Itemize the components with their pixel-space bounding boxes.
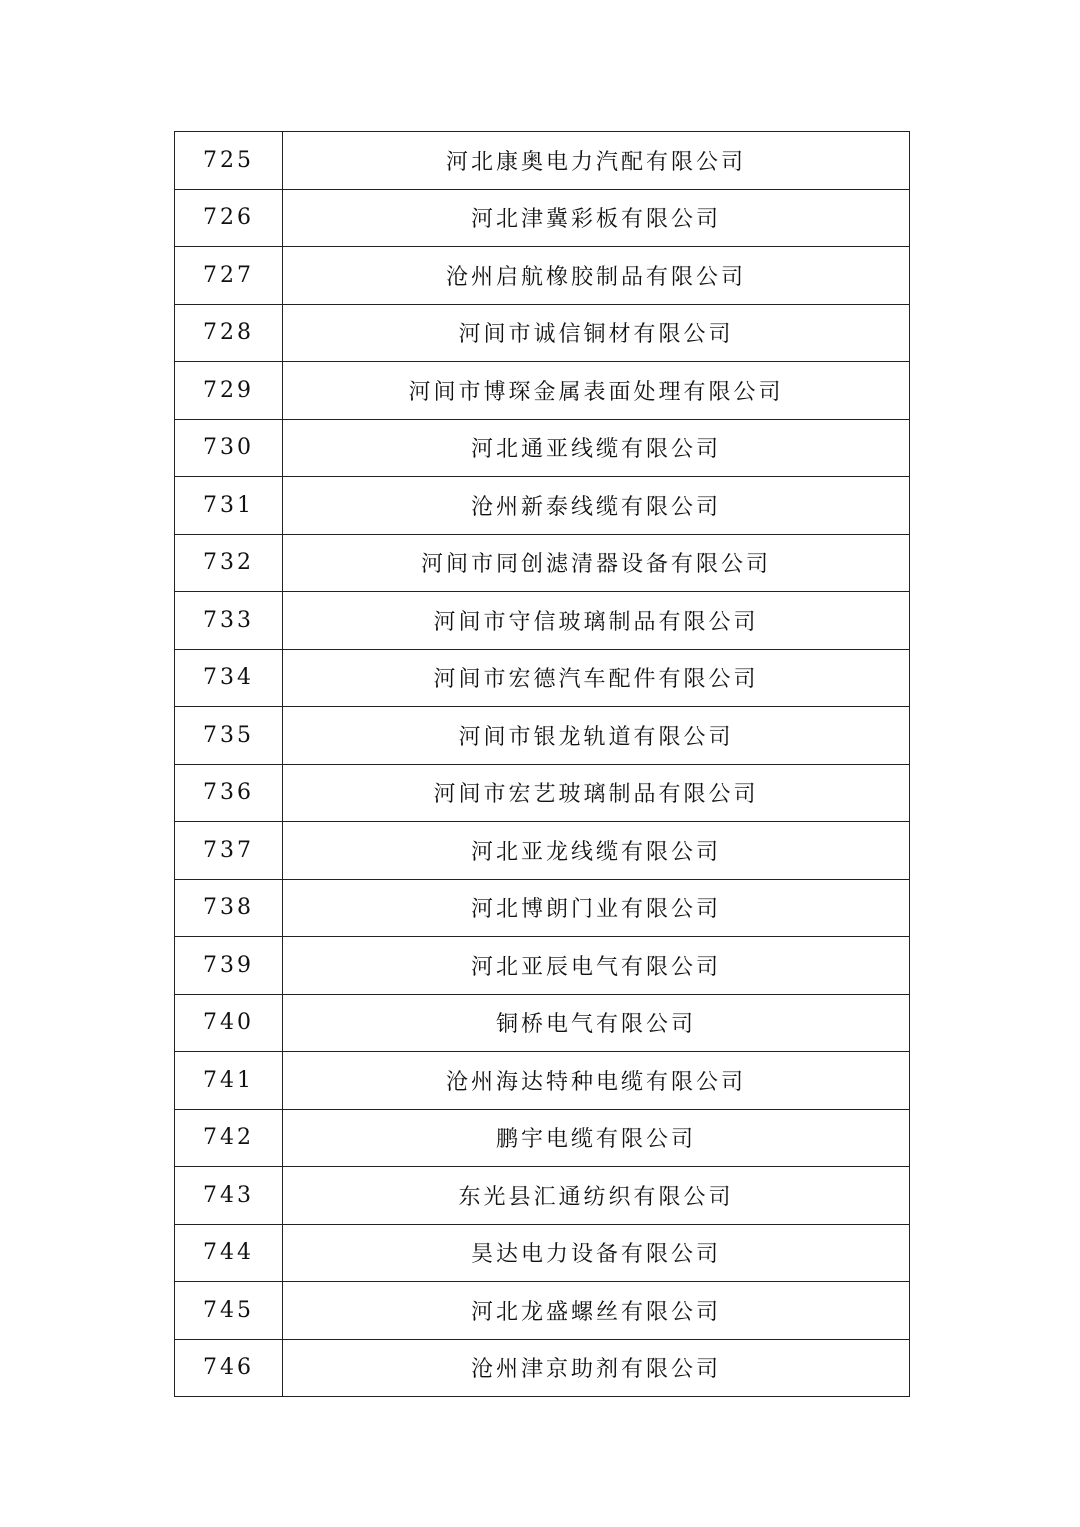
company-name: 沧州启航橡胶制品有限公司 bbox=[283, 247, 910, 305]
company-name: 河北康奥电力汽配有限公司 bbox=[283, 132, 910, 190]
table-row bbox=[175, 1339, 910, 1397]
row-number: 732 bbox=[175, 534, 283, 592]
row-number: 728 bbox=[175, 304, 283, 362]
row-number: 725 bbox=[175, 132, 283, 190]
table-body bbox=[175, 132, 910, 1397]
company-list-table bbox=[174, 131, 910, 1397]
row-number: 744 bbox=[175, 1224, 283, 1282]
row-number: 746 bbox=[175, 1339, 283, 1397]
company-name: 沧州津京助剂有限公司 bbox=[283, 1339, 910, 1397]
row-number: 734 bbox=[175, 649, 283, 707]
row-number: 740 bbox=[175, 994, 283, 1052]
table-row bbox=[175, 649, 910, 707]
document-page bbox=[174, 131, 910, 1397]
table-row bbox=[175, 937, 910, 995]
table-row bbox=[175, 304, 910, 362]
row-number: 729 bbox=[175, 362, 283, 420]
table-row bbox=[175, 1282, 910, 1340]
table-row bbox=[175, 707, 910, 765]
row-number: 741 bbox=[175, 1052, 283, 1110]
table-row bbox=[175, 822, 910, 880]
table-row bbox=[175, 1224, 910, 1282]
table-row bbox=[175, 1167, 910, 1225]
company-name: 鹏宇电缆有限公司 bbox=[283, 1109, 910, 1167]
table-row bbox=[175, 764, 910, 822]
row-number: 730 bbox=[175, 419, 283, 477]
row-number: 737 bbox=[175, 822, 283, 880]
company-name: 河北亚辰电气有限公司 bbox=[283, 937, 910, 995]
table-row bbox=[175, 1109, 910, 1167]
company-name: 东光县汇通纺织有限公司 bbox=[283, 1167, 910, 1225]
company-name: 河北津冀彩板有限公司 bbox=[283, 189, 910, 247]
company-name: 河北亚龙线缆有限公司 bbox=[283, 822, 910, 880]
row-number: 731 bbox=[175, 477, 283, 535]
company-name: 昊达电力设备有限公司 bbox=[283, 1224, 910, 1282]
table-row bbox=[175, 534, 910, 592]
company-name: 沧州新泰线缆有限公司 bbox=[283, 477, 910, 535]
row-number: 736 bbox=[175, 764, 283, 822]
company-name: 铜桥电气有限公司 bbox=[283, 994, 910, 1052]
table-row bbox=[175, 362, 910, 420]
company-name: 河间市银龙轨道有限公司 bbox=[283, 707, 910, 765]
table-row bbox=[175, 592, 910, 650]
company-name: 河北龙盛螺丝有限公司 bbox=[283, 1282, 910, 1340]
row-number: 743 bbox=[175, 1167, 283, 1225]
company-name: 河北通亚线缆有限公司 bbox=[283, 419, 910, 477]
company-name: 河间市博琛金属表面处理有限公司 bbox=[283, 362, 910, 420]
row-number: 739 bbox=[175, 937, 283, 995]
row-number: 727 bbox=[175, 247, 283, 305]
company-name: 河间市守信玻璃制品有限公司 bbox=[283, 592, 910, 650]
company-name: 沧州海达特种电缆有限公司 bbox=[283, 1052, 910, 1110]
company-name: 河间市宏艺玻璃制品有限公司 bbox=[283, 764, 910, 822]
row-number: 738 bbox=[175, 879, 283, 937]
table-row bbox=[175, 1052, 910, 1110]
company-name: 河间市宏德汽车配件有限公司 bbox=[283, 649, 910, 707]
table-row bbox=[175, 247, 910, 305]
table-row bbox=[175, 477, 910, 535]
table-row bbox=[175, 419, 910, 477]
row-number: 742 bbox=[175, 1109, 283, 1167]
table-row bbox=[175, 132, 910, 190]
row-number: 735 bbox=[175, 707, 283, 765]
row-number: 745 bbox=[175, 1282, 283, 1340]
row-number: 733 bbox=[175, 592, 283, 650]
row-number: 726 bbox=[175, 189, 283, 247]
company-name: 河间市同创滤清器设备有限公司 bbox=[283, 534, 910, 592]
company-name: 河北博朗门业有限公司 bbox=[283, 879, 910, 937]
table-row bbox=[175, 189, 910, 247]
table-row bbox=[175, 879, 910, 937]
company-name: 河间市诚信铜材有限公司 bbox=[283, 304, 910, 362]
table-row bbox=[175, 994, 910, 1052]
